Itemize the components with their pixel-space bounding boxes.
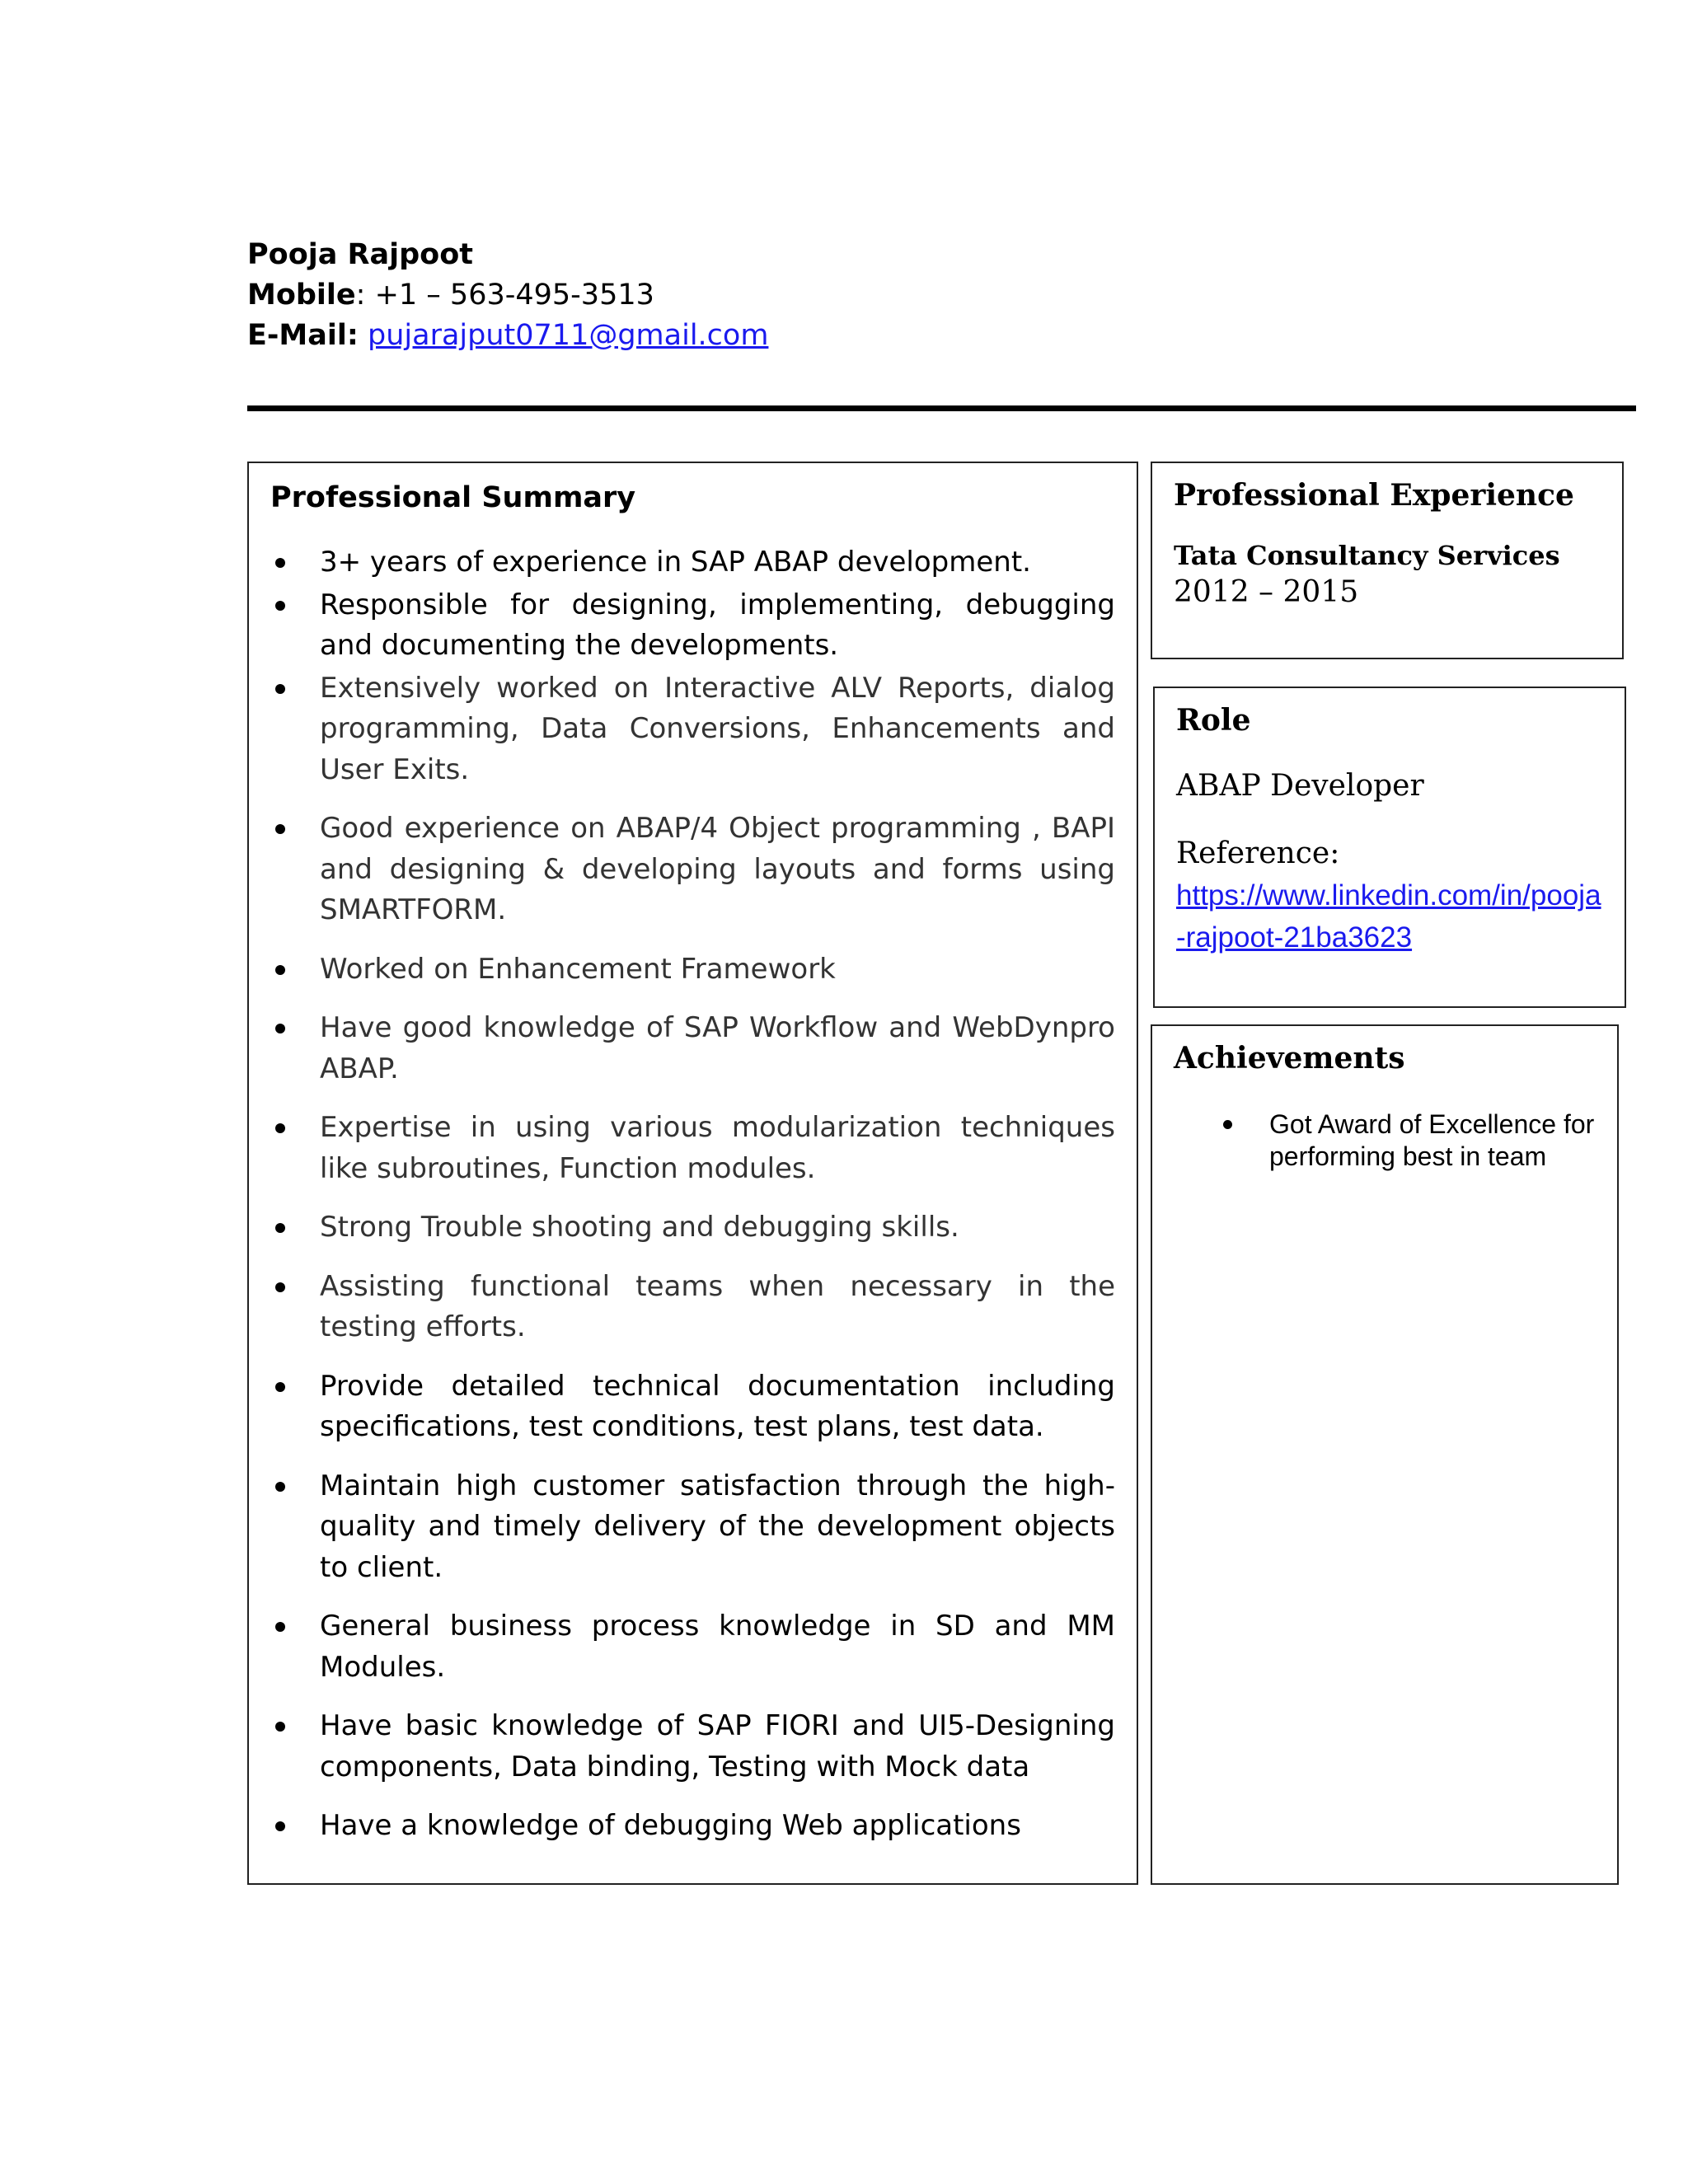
professional-summary-section: [247, 462, 1138, 1885]
summary-item: Expertise in using various modularization techniques like subroutines, Function modules.: [270, 1108, 1115, 1189]
summary-item: Have basic knowledge of SAP FIORI and UI5-Designing components, Data binding, Testing with Mock data: [270, 1706, 1115, 1788]
summary-item: Have a knowledge of debugging Web applications: [270, 1806, 1115, 1847]
achievements-list: [1174, 1108, 1596, 1173]
summary-item: Extensively worked on Interactive ALV Reports, dialog programming, Data Conversions, Enhancements and User Exits.: [270, 668, 1115, 791]
candidate-name: Pooja Rajpoot: [247, 238, 473, 271]
achievements-title: Achievements: [1174, 1041, 1405, 1076]
summary-item: Strong Trouble shooting and debugging skills.: [270, 1207, 1115, 1249]
summary-title: Professional Summary: [270, 481, 636, 514]
achievements-section: [1151, 1024, 1619, 1885]
summary-list: [270, 542, 1115, 1847]
summary-item: 3+ years of experience in SAP ABAP development.: [270, 542, 1115, 583]
role-section: [1153, 687, 1626, 1008]
summary-item: General business process knowledge in SD and MM Modules.: [270, 1606, 1115, 1688]
summary-item: Have good knowledge of SAP Workflow and WebDynpro ABAP.: [270, 1008, 1115, 1090]
header-divider: [247, 405, 1636, 411]
summary-item: Good experience on ABAP/4 Object programming , BAPI and designing & developing layouts and forms using SMARTFORM.: [270, 808, 1115, 931]
experience-title: Professional Experience: [1174, 478, 1574, 513]
summary-item: Responsible for designing, implementing, debugging and documenting the developments.: [270, 585, 1115, 667]
reference-label: Reference:: [1176, 837, 1340, 870]
professional-experience-section: [1151, 462, 1624, 659]
role-value: ABAP Developer: [1176, 769, 1424, 803]
email-link[interactable]: pujarajput0711@gmail.com: [368, 319, 769, 352]
linkedin-reference-link[interactable]: https://www.linkedin.com/in/pooja-rajpoot-21ba3623: [1176, 879, 1601, 954]
summary-item: Provide detailed technical documentation including specifications, test conditions, test plans, test data.: [270, 1366, 1115, 1448]
summary-item: Worked on Enhancement Framework: [270, 949, 1115, 991]
summary-item: Assisting functional teams when necessary in the testing efforts.: [270, 1267, 1115, 1348]
mobile-value: : +1 – 563-495-3513: [355, 279, 654, 312]
role-title: Role: [1176, 703, 1251, 738]
achievement-item: Got Award of Excellence for performing best in team: [1174, 1108, 1596, 1173]
employment-years: 2012 – 2015: [1174, 575, 1359, 609]
email-label: E-Mail:: [247, 319, 359, 352]
company-name: Tata Consultancy Services: [1174, 540, 1560, 571]
summary-item: Maintain high customer satisfaction through the high-quality and timely delivery of the development objects to client.: [270, 1466, 1115, 1589]
contact-header: [247, 235, 1401, 356]
mobile-label: Mobile: [247, 279, 356, 312]
